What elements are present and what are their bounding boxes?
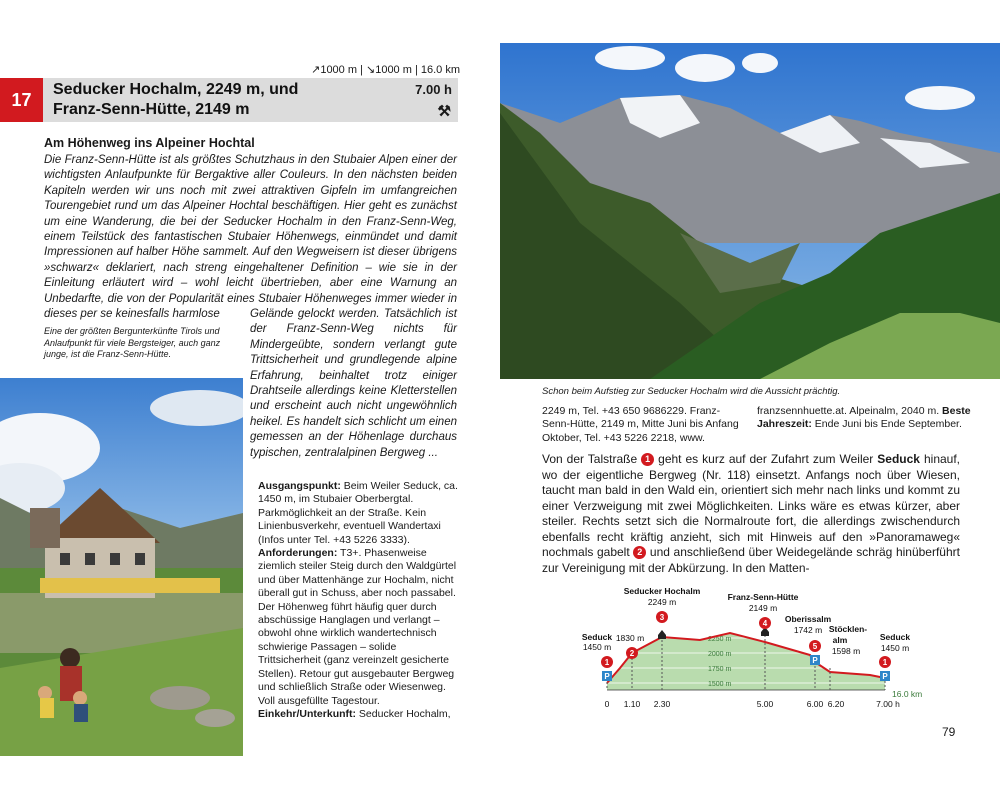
marker-label: 4 — [762, 619, 768, 628]
seduck-bold: Seduck — [877, 452, 920, 466]
label-seduck-left-alt: 1450 m — [582, 642, 612, 652]
desc-part: Von der Talstraße — [542, 452, 642, 466]
grid-label-2000: 2000 m — [708, 651, 732, 658]
time-tick: 6.20 — [827, 699, 845, 709]
elevation-profile — [570, 580, 970, 720]
route-number: 17 — [0, 78, 43, 122]
route-title-line1: Seducker Hochalm, 2249 m, und — [53, 81, 299, 98]
requirements-text: T3+. Phasenweise ziemlich steiler Steig durch den Waldgürtel und über Mattenhänge zur Hochalm, nicht überall gut in Schuss, aber noch passabel. Der Höhenweg führt häufig quer durch abschüssige Hanglagen und verlangt – obwohl ohne wirklich wandertechnisch schwierige Passagen – solide Trittsicherheit (ganz vereinzelt gesicherte Stellen). Retour gut ausgebauter Bergweg und schließlich Straße oder Wiesenweg. Voll ausgefüllte Tagestour. — [258, 547, 457, 707]
photo-caption-right: Schon beim Aufstieg zur Seducker Hochalm wird die Aussicht prächtig. — [542, 386, 841, 397]
contact-text-2 — [757, 405, 972, 432]
desc-part: hinauf, wo der eigentliche Bergweg (Nr. 118) einsetzt. Anfangs noch über Wiesen, taucht man bald in den Wald ein, orientiert sich mehr nach links und kommt zu einer Verzweigung mit zwei Möglichkeiten. Links wäre es etwas kürzer, aber steiler. Rechts setzt sich die Normalroute fort, die allerdings zwischendurch ebenfalls recht kräftig anzieht, sich mit Hinweis auf den »Panoramaweg« nochmals gabelt — [542, 452, 961, 559]
route-title — [53, 80, 298, 120]
label-oberissalm: Oberissalm — [784, 614, 832, 624]
route-time: 7.00 h — [415, 82, 452, 97]
label-seduck-right-alt: 1450 m — [880, 643, 910, 653]
contact-text-1: 2249 m, Tel. +43 650 9686229. Franz-Senn-Hütte, 2149 m, Mitte Juni bis Anfang Oktober, Tel. +43 5226 2218, www. — [542, 405, 739, 444]
route-description — [542, 452, 960, 576]
desc-part: geht es kurz auf der Zufahrt zum Weiler — [654, 452, 878, 466]
marker-label: 1 — [604, 658, 610, 667]
route-stats: ↗1000 m | ↘1000 m | 16.0 km — [311, 64, 460, 76]
desc-part: und anschließend über Weidegelände schräg hinüberführt zur Vereinigung mit der Abkürzung. In den Matten- — [542, 545, 960, 575]
waypoint-badge-2: 2 — [633, 546, 646, 559]
time-tick: 0 — [604, 699, 610, 709]
intro-text-continued: Gelände gelockt werden. Tatsächlich ist der Franz-Senn-Weg nichts für Mindergeübte, sondern verlangt gute Trittsicherheit und grundlegende alpine Erfahrung, beinhaltet trotz einiger Drahtseile allerdings keine Kletterstellen und erscheint auch nicht ungewöhnlich heikel. Es handelt sich schlicht um einen gemessen an der Höhenlage durchaus typischen, zentralalpinen Bergweg ... — [250, 308, 457, 459]
parking-label: P — [604, 672, 610, 681]
marker-label: 1 — [882, 658, 888, 667]
marker-label: 3 — [659, 613, 665, 622]
hut-photo — [0, 378, 243, 756]
label-seduck-right: Seduck — [879, 632, 911, 642]
label-1830: 1830 m — [615, 633, 645, 643]
intro-text: Die Franz-Senn-Hütte ist als größtes Schutzhaus in den Stubaier Alpen einer der wichtigsten Anlaufpunkte für Bergaktive aller Couleurs. In den nächsten beiden Kapiteln werden wir uns noch mit zwei attraktiven Gipfeln im umfangreichen Tourengebiet rund um das Alpeiner Hochtal beschäftigen. Hier geht es zunächst um eine Wanderung, die bei der Seducker Hochalm in den Franz-Senn-Weg, einem Teilstück des fantastischen Stubaier Höhenwegs, einmündet und damit Impressionen auf halber Höhe sammelt. Auf den Wegweisern ist dieser übrigens »schwarz« deklariert, nach streng eingehaltener Definition – wie sie in der Einleitung erläutert wird – wohl leicht übertrieben, aber eine Warnung an Unbedarfte, die von der Popularität eines Stubaier Höhenweges immer wieder in dieses per se keinesfalls harmlose — [44, 154, 457, 321]
mountain-photo — [500, 43, 1000, 379]
time-tick: 5.00 — [756, 699, 774, 709]
contact-website: franzsennhuette.at. Alpeinalm, 2040 m. — [757, 405, 943, 417]
route-title-line2: Franz-Senn-Hütte, 2149 m — [53, 101, 250, 118]
grid-label-2250: 2250 m — [708, 636, 732, 643]
parking-label: P — [882, 672, 888, 681]
photo-caption-left: Eine der größten Bergunterkünfte Tirols und Anlaufpunkt für viele Bergsteiger, auch ganz junge, ist die Franz-Senn-Hütte. — [44, 326, 221, 359]
label-oberissalm-alt: 1742 m — [793, 625, 823, 635]
parking-label: P — [812, 656, 818, 665]
route-header — [0, 78, 458, 122]
intro-heading: Am Höhenweg ins Alpeiner Hochtal — [44, 136, 255, 150]
label-hochalm-alt: 2249 m — [647, 597, 677, 607]
label-distance: 16.0 km — [892, 689, 923, 699]
time-tick: 6.00 — [806, 699, 824, 709]
marker-label: 2 — [629, 649, 635, 658]
label-stoecklenalm-alt: 1598 m — [831, 646, 861, 656]
label-franz-senn: Franz-Senn-Hütte — [727, 592, 799, 602]
label-stoecklenalm-1: Stöcklen- — [828, 624, 868, 634]
time-tick: 7.00 h — [876, 699, 900, 709]
waypoint-badge-1: 1 — [641, 453, 654, 466]
label-stoecklenalm-2: alm — [832, 635, 848, 645]
info-block — [258, 480, 458, 721]
time-tick: 1.10 — [623, 699, 641, 709]
page-number: 79 — [942, 725, 956, 739]
label-hochalm: Seducker Hochalm — [623, 586, 701, 596]
time-tick: 2.30 — [653, 699, 671, 709]
season-text: Ende Juni bis Ende September. — [811, 418, 962, 431]
grid-label-1500: 1500 m — [708, 681, 732, 688]
accommodation-label: Einkehr/Unterkunft: — [258, 707, 357, 720]
requirements-label: Anforderungen: — [258, 547, 338, 560]
hut-icon — [658, 630, 666, 639]
label-seduck-left: Seduck — [581, 632, 613, 642]
hammer-icon: ⚒ — [437, 103, 451, 120]
marker-label: 5 — [812, 642, 818, 651]
label-franz-senn-alt: 2149 m — [748, 603, 778, 613]
start-text: Beim Weiler Seduck, ca. 1450 m, im Stubaier Oberbergtal. Parkmöglichkeit an der Straße. Kein Linienbusverkehr, eventuell Wandertaxi (Infos unter Tel. +43 5226 3333). — [258, 480, 458, 546]
start-label: Ausgangspunkt: — [258, 480, 341, 492]
accommodation-text: Seducker Hochalm, — [356, 707, 451, 720]
season-label: Beste Jahreszeit: — [757, 405, 971, 431]
grid-label-1750: 1750 m — [708, 666, 732, 673]
